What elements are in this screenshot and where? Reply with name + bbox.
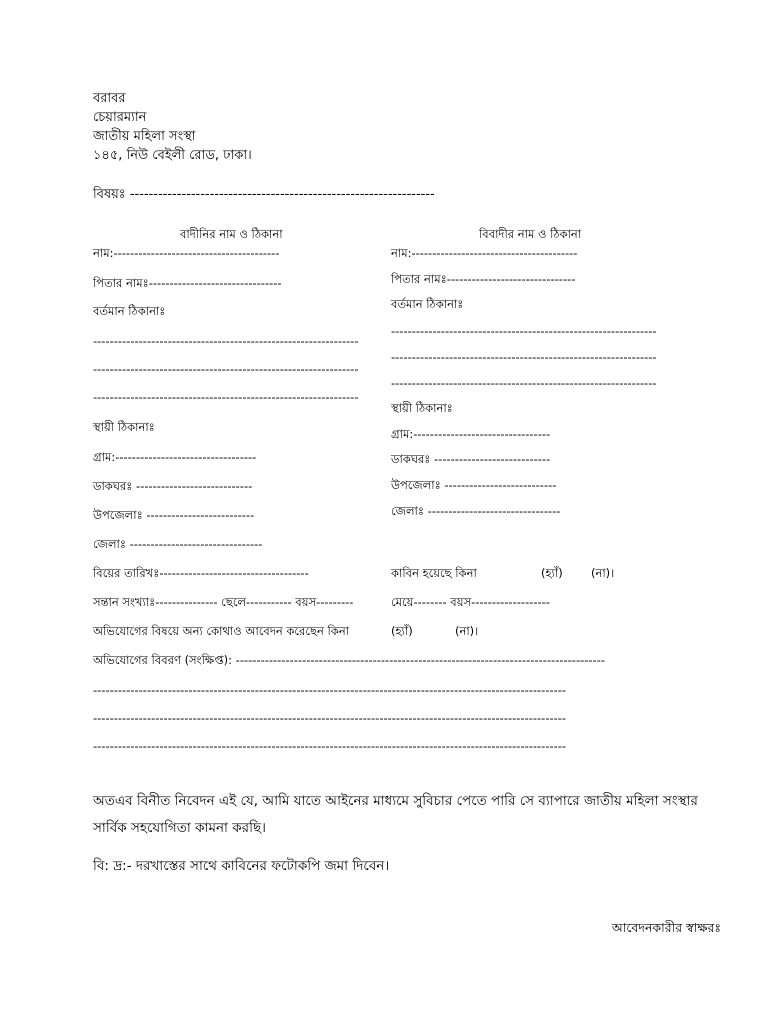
other-application-yes-option: (হ্যাঁ) bbox=[391, 624, 413, 638]
address-line-1: বরাবর bbox=[93, 91, 126, 106]
defendant-address-line-3: ---------------------------------------------------------------- bbox=[391, 376, 657, 390]
plaintiff-heading: বাদীনির নাম ও ঠিকানা bbox=[180, 227, 283, 241]
defendant-permanent-address-label: স্থায়ী ঠিকানাঃ bbox=[391, 401, 453, 415]
kabin-label: কাবিন হয়েছে কিনা bbox=[391, 566, 477, 580]
girls-field: মেয়ে-------- বয়স------------------- bbox=[391, 595, 550, 609]
plaintiff-address-line-2: ---------------------------------------------------------------- bbox=[93, 362, 359, 376]
plaintiff-post-office-field: ডাকঘরঃ ---------------------------- bbox=[93, 479, 253, 493]
children-count-field: সন্তান সংখ্যাঃ--------------- ছেলে----------- বয়স--------- bbox=[93, 595, 354, 609]
complaint-line-3: ------------------------------------------------------------------------------------------------------------------ bbox=[93, 739, 567, 753]
plaintiff-father-field: পিতার নামঃ-------------------------------- bbox=[93, 276, 282, 290]
address-line-3: জাতীয় মহিলা সংস্থা bbox=[93, 129, 196, 144]
defendant-address-line-1: ---------------------------------------------------------------- bbox=[391, 324, 657, 338]
defendant-village-field: গ্রাম:--------------------------------- bbox=[391, 427, 551, 441]
closing-paragraph: অতএব বিনীত নিবেদন এই যে, আমি যাতে আইনের মাধ্যমে সুবিচার পেতে পারি সে ব্যাপারে জাতীয় মহিলা সংস্থার সার্বিক সহযোগিতা কামনা করছি। bbox=[93, 793, 698, 836]
defendant-name-field: নাম:---------------------------------------- bbox=[391, 246, 578, 260]
defendant-district-field: জেলাঃ -------------------------------- bbox=[391, 504, 561, 518]
address-line-4: ১৪৫, নিউ বেইলী রোড, ঢাকা। bbox=[93, 148, 252, 163]
defendant-upazila-field: উপজেলাঃ --------------------------- bbox=[391, 478, 557, 492]
defendant-father-field: পিতার নামঃ------------------------------- bbox=[391, 272, 576, 286]
plaintiff-permanent-address-label: স্থায়ী ঠিকানাঃ bbox=[93, 420, 155, 434]
plaintiff-village-field: গ্রাম:---------------------------------- bbox=[93, 450, 257, 464]
kabin-no-option: (না)। bbox=[591, 566, 615, 580]
defendant-heading: বিবাদীর নাম ও ঠিকানা bbox=[479, 227, 582, 241]
plaintiff-district-field: জেলাঃ -------------------------------- bbox=[93, 537, 263, 551]
other-application-no-option: (না)। bbox=[455, 624, 479, 638]
kabin-yes-option: (হ্যাঁ) bbox=[541, 566, 563, 580]
note-line: বি: দ্র:- দরখাস্তের সাথে কাবিনের ফটোকপি জমা দিবেন। bbox=[93, 858, 390, 874]
plaintiff-address-line-1: ---------------------------------------------------------------- bbox=[93, 334, 359, 348]
plaintiff-address-line-3: ---------------------------------------------------------------- bbox=[93, 390, 359, 404]
plaintiff-name-field: নাম:---------------------------------------- bbox=[93, 246, 280, 260]
defendant-current-address-label: বর্তমান ঠিকানাঃ bbox=[391, 297, 464, 311]
defendant-post-office-field: ডাকঘরঃ ---------------------------- bbox=[391, 452, 551, 466]
complaint-label: অভিযোগের বিবরণ (সংক্ষিপ্ত): ----------------------------------------------------------------------------------------- bbox=[93, 653, 605, 667]
marriage-date-field: বিয়ের তারিখঃ------------------------------------ bbox=[93, 566, 309, 580]
plaintiff-current-address-label: বর্তমান ঠিকানাঃ bbox=[93, 304, 166, 318]
complaint-line-2: ------------------------------------------------------------------------------------------------------------------ bbox=[93, 711, 567, 725]
plaintiff-upazila-field: উপজেলাঃ -------------------------- bbox=[93, 508, 255, 522]
signature-label: আবেদনকারীর স্বাক্ষরঃ bbox=[611, 920, 721, 935]
complaint-line-1: ------------------------------------------------------------------------------------------------------------------ bbox=[93, 683, 567, 697]
other-application-label: অভিযোগের বিষয়ে অন্য কোথাও আবেদন করেছেন কিনা bbox=[93, 624, 350, 638]
subject-line: বিষয়ঃ ----------------------------------------------------------------- bbox=[93, 187, 435, 202]
defendant-address-line-2: ---------------------------------------------------------------- bbox=[391, 350, 657, 364]
address-line-2: চেয়ারম্যান bbox=[93, 110, 147, 125]
